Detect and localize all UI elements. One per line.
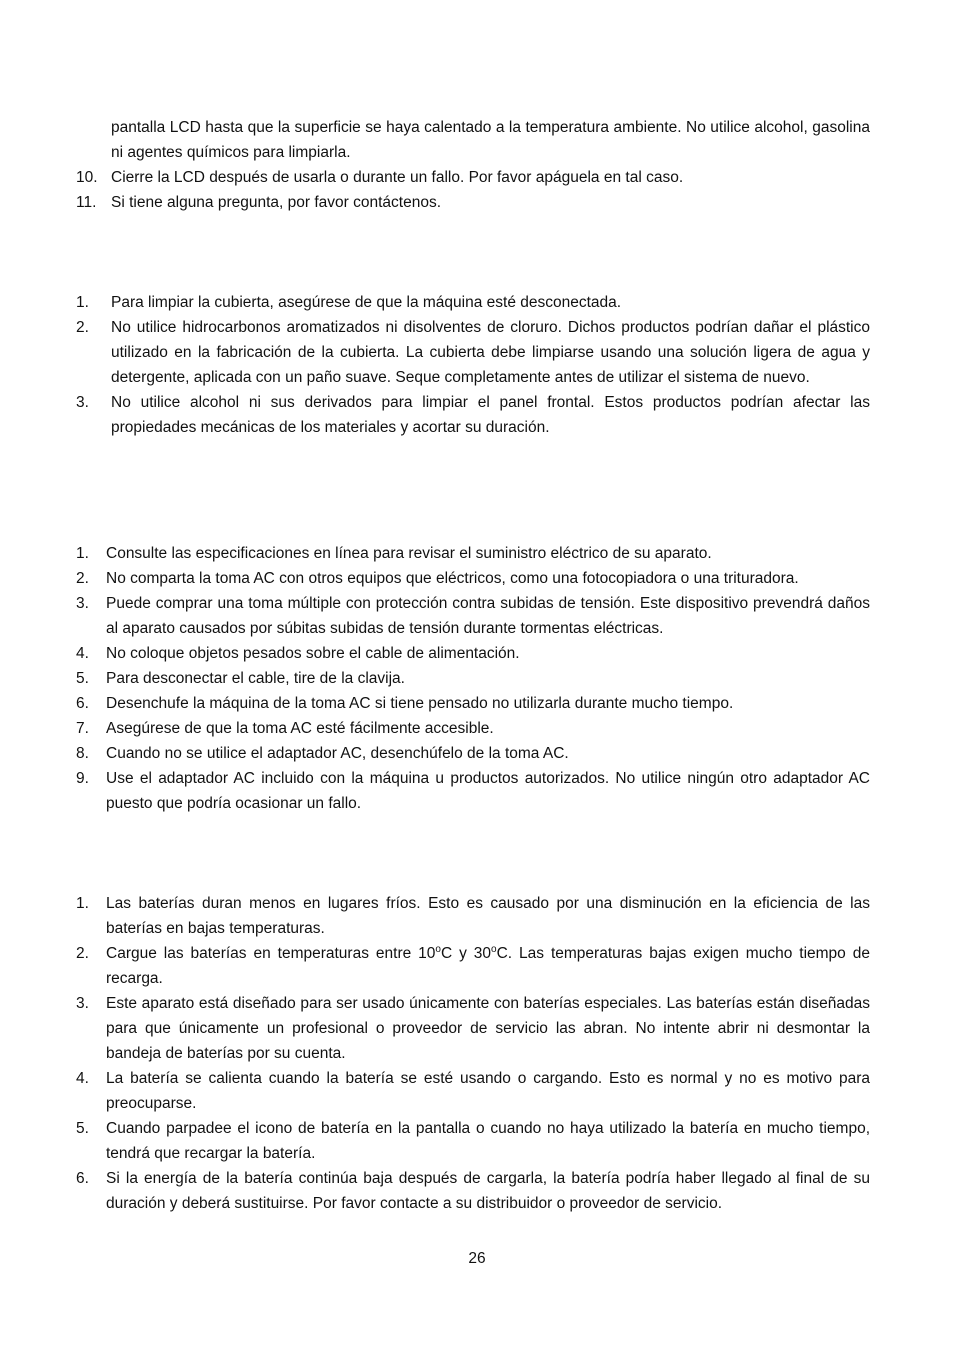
list-item [76,891,870,941]
item-number: 9. [76,770,89,787]
item-text: Puede comprar una toma múltiple con protección contra subidas de tensión. Este dispositivo prevendrá daños al aparato causados por súbitas subidas de tensión durante tormentas eléctricas. [106,595,870,637]
item-text: Si la energía de la batería continúa baja después de cargarla, la batería podría haber llegado al final de su duración y deberá sustituirse. Por favor contacte a su distribuidor o proveedor de servicio. [106,1170,870,1212]
item-number: 4. [76,1070,89,1087]
item-number: 10. [76,169,98,186]
list-item [76,641,870,666]
list-section-4 [76,891,870,1216]
item-number: 2. [76,945,89,962]
item-number: 3. [76,995,89,1012]
item-text: No coloque objetos pesados sobre el cable de alimentación. [106,645,520,662]
list-item [76,190,870,215]
list-item [76,1116,870,1166]
item-text: Consulte las especificaciones en línea para revisar el suministro eléctrico de su aparato. [106,545,712,562]
list-item [76,541,870,566]
item-text: La batería se calienta cuando la batería se esté usando o cargando. Esto es normal y no es motivo para preocuparse. [106,1070,870,1112]
list-item [76,315,870,390]
list-section-1 [76,165,870,215]
item-number: 1. [76,895,89,912]
item-text: Si tiene alguna pregunta, por favor contáctenos. [111,194,442,211]
list-item [76,741,870,766]
item-text: Para limpiar la cubierta, asegúrese de que la máquina esté desconectada. [111,294,622,311]
list-item [76,290,870,315]
text-fragment: C. Las temperaturas bajas exigen mucho tiempo de recarga. [106,945,870,987]
list-item [76,1066,870,1116]
text-fragment: Cargue las baterías en temperaturas entre 10 [106,945,436,962]
list-item [76,716,870,741]
item-number: 8. [76,745,89,762]
list-item [76,1166,870,1216]
list-item [76,691,870,716]
text-fragment: C y 30 [440,945,492,962]
item-text: Para desconectar el cable, tire de la clavija. [106,670,405,687]
item-number: 3. [76,595,89,612]
item-number: 5. [76,670,89,687]
item-text: Desenchufe la máquina de la toma AC si tiene pensado no utilizarla durante mucho tiempo. [106,695,734,712]
item-text: No utilice alcohol ni sus derivados para limpiar el panel frontal. Estos productos podrían afectar las propiedades mecánicas de los materiales y acortar su duración. [111,394,870,436]
list-item [76,766,870,816]
item-text: Las baterías duran menos en lugares fríos. Esto es causado por una disminución en la eficiencia de las baterías en bajas temperaturas. [106,895,870,937]
item-number: 6. [76,695,89,712]
item-number: 2. [76,319,89,336]
list-section-3 [76,541,870,816]
item-number: 11. [76,194,97,211]
item-number: 6. [76,1170,89,1187]
item-number: 2. [76,570,89,587]
item-number: 1. [76,294,89,311]
page-number: 26 [468,1250,486,1267]
list-item [76,941,870,991]
list-item [76,165,870,190]
item-text: No comparta la toma AC con otros equipos que eléctricos, como una fotocopiadora o una trituradora. [106,570,799,587]
item-text: Use el adaptador AC incluido con la máquina u productos autorizados. No utilice ningún otro adaptador AC puesto que podría ocasionar un fallo. [106,770,870,812]
list-item [76,566,870,591]
item-text [106,941,870,991]
list-section-2 [76,290,870,440]
continuation-paragraph: pantalla LCD hasta que la superficie se haya calentado a la temperatura ambiente. No utilice alcohol, gasolina ni agentes químicos para limpiarla. [111,119,870,161]
item-number: 3. [76,394,89,411]
item-text: No utilice hidrocarbonos aromatizados ni disolventes de cloruro. Dichos productos podrían dañar el plástico utilizado en la fabricación de la cubierta. La cubierta debe limpiarse usando una solución ligera de agua y detergente, aplicada con un paño suave. Seque completamente antes de utilizar el sistema de nuevo. [111,319,870,386]
item-text: Cierre la LCD después de usarla o durante un fallo. Por favor apáguela en tal caso. [111,169,684,186]
item-text: Asegúrese de que la toma AC esté fácilmente accesible. [106,720,494,737]
list-item [76,666,870,691]
list-item [76,991,870,1066]
item-number: 1. [76,545,89,562]
item-number: 7. [76,720,89,737]
item-number: 4. [76,645,89,662]
list-item [76,390,870,440]
list-item [76,591,870,641]
item-text: Cuando no se utilice el adaptador AC, desenchúfelo de la toma AC. [106,745,569,762]
item-number: 5. [76,1120,89,1137]
item-text: Cuando parpadee el icono de batería en la pantalla o cuando no haya utilizado la batería en mucho tiempo, tendrá que recargar la batería. [106,1120,870,1162]
degree-symbol: o [491,944,497,955]
degree-symbol: o [435,944,441,955]
item-text: Este aparato está diseñado para ser usado únicamente con baterías especiales. Las baterías están diseñadas para que únicamente un profesional o proveedor de servicio las abran. No intente abrir ni desmontar la bandeja de baterías por su cuenta. [106,995,870,1062]
